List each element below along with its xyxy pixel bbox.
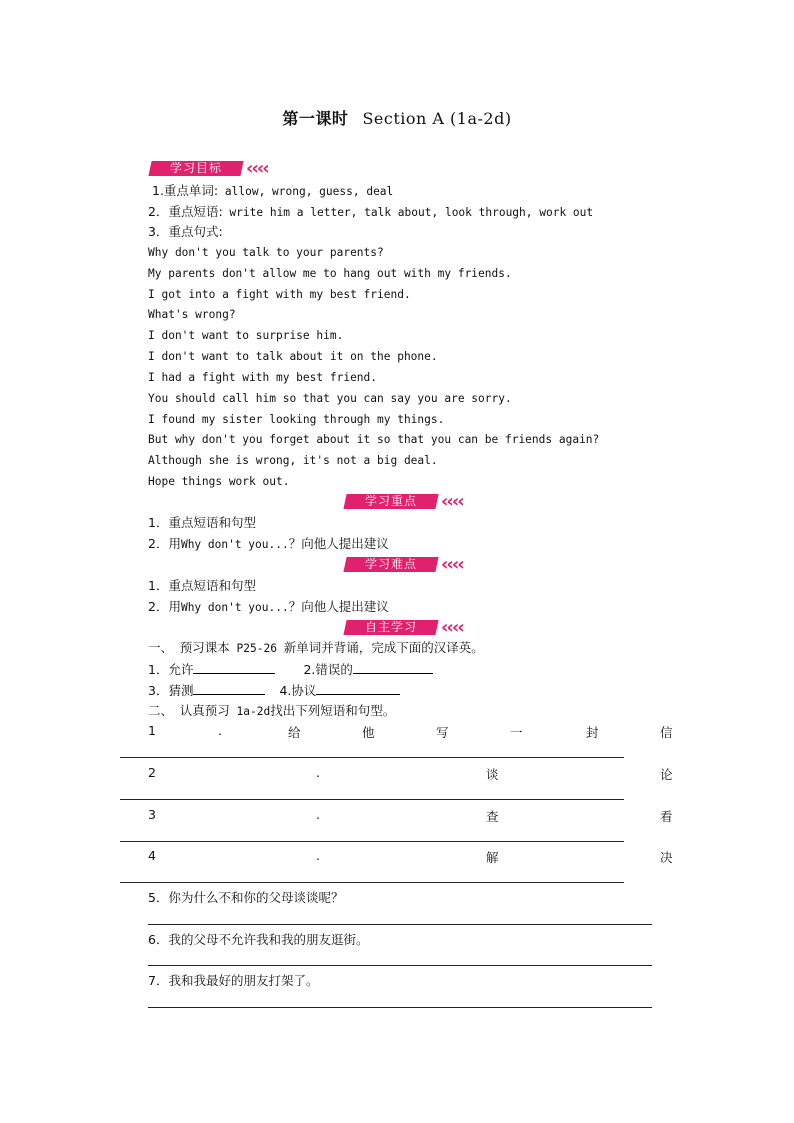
title-cn: 第一课时 xyxy=(282,109,349,128)
sentence-4: What's wrong? xyxy=(148,308,236,321)
chevrons-icon: ‹‹‹‹ xyxy=(441,554,463,575)
sentence-5: I don't want to surprise him. xyxy=(148,329,344,342)
phrase-row-1: 1 . 给 他 写 一 封 信 xyxy=(148,723,673,740)
sentence-2: My parents don't allow me to hang out with my friends. xyxy=(148,267,512,280)
banner-goals xyxy=(150,160,300,178)
answer-line-1[interactable] xyxy=(120,757,624,758)
focus-item-1: 1．重点短语和句型 xyxy=(148,515,256,530)
difficulty-item-2: 2．用Why don't you...？向他人提出建议 xyxy=(148,599,389,614)
vocab-blank-2[interactable] xyxy=(353,661,433,674)
answer-line-4[interactable] xyxy=(120,882,624,883)
sentence-11: Although she is wrong, it's not a big deal. xyxy=(148,454,438,467)
answer-line-7[interactable] xyxy=(148,1007,652,1008)
vocab-row-2: 3．猜测 4.协议 xyxy=(148,682,400,699)
translate-sentence-6: 6．我的父母不允许我和我的朋友逛街。 xyxy=(148,932,369,947)
focus-item-2: 2．用Why don't you...？向他人提出建议 xyxy=(148,536,389,551)
vocab-blank-4[interactable] xyxy=(316,682,400,695)
sentence-10: But why don't you forget about it so that you can be friends again? xyxy=(148,433,600,446)
translate-sentence-5: 5．你为什么不和你的父母谈谈呢？ xyxy=(148,890,344,905)
sentence-9: I found my sister looking through my things. xyxy=(148,413,445,426)
answer-line-5[interactable] xyxy=(148,924,652,925)
vocab-blank-3[interactable] xyxy=(193,682,265,695)
part2-instruction: 二、 认真预习 1a-2d找出下列短语和句型。 xyxy=(148,703,396,718)
title-en: Section A (1a-2d) xyxy=(362,109,512,128)
sentence-12: Hope things work out. xyxy=(148,475,290,488)
banner-focus: 学习重点 ‹‹‹‹ xyxy=(345,493,495,511)
goal-words: 1.重点单词: allow, wrong, guess, deal xyxy=(152,183,394,198)
sentence-1: Why don't you talk to your parents? xyxy=(148,246,384,259)
vocab-row-1: 1．允许 2.错误的 xyxy=(148,661,433,678)
banner-self-study: 自主学习 ‹‹‹‹ xyxy=(345,619,495,637)
chevrons-icon: ‹‹‹‹ xyxy=(441,491,463,512)
chevrons-icon: ‹‹‹‹ xyxy=(246,158,268,179)
sentence-3: I got into a fight with my best friend. xyxy=(148,288,411,301)
difficulty-item-1: 1．重点短语和句型 xyxy=(148,578,256,593)
translate-sentence-7: 7．我和我最好的朋友打架了。 xyxy=(148,973,319,988)
banner-goals-label: 学习目标 xyxy=(169,161,222,175)
phrase-row-3: 3 . 查 看 xyxy=(148,807,673,824)
banner-difficulty: 学习难点 ‹‹‹‹ xyxy=(345,556,495,574)
page-title xyxy=(0,106,794,129)
sentence-8: You should call him so that you can say you are sorry. xyxy=(148,392,512,405)
answer-line-3[interactable] xyxy=(120,841,624,842)
answer-line-2[interactable] xyxy=(120,799,624,800)
phrase-row-4: 4 . 解 决 xyxy=(148,848,673,865)
sentence-7: I had a fight with my best friend. xyxy=(148,371,378,384)
phrase-row-2: 2 . 谈 论 xyxy=(148,765,673,782)
sentence-6: I don't want to talk about it on the phone. xyxy=(148,350,438,363)
part1-instruction: 一、 预习课本 P25-26 新单词并背诵，完成下面的汉译英。 xyxy=(148,640,484,655)
vocab-blank-1[interactable] xyxy=(193,661,275,674)
chevrons-icon: ‹‹‹‹ xyxy=(441,617,463,638)
goal-sentences-label: 3．重点句式: xyxy=(148,224,223,239)
answer-line-6[interactable] xyxy=(148,965,652,966)
goal-phrases: 2．重点短语: write him a letter, talk about, look through, work out xyxy=(148,204,594,219)
